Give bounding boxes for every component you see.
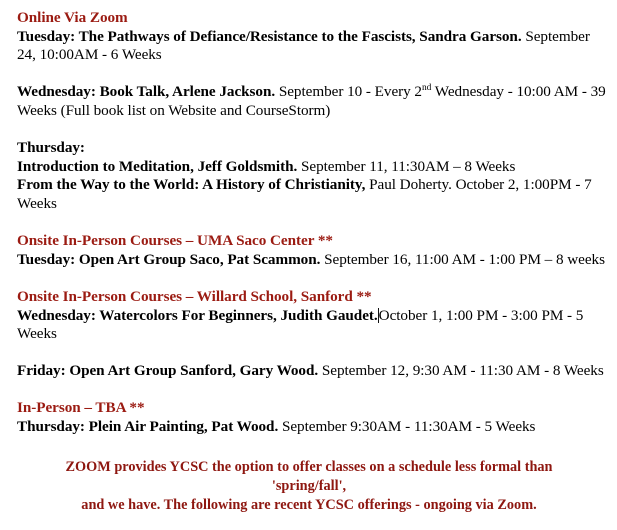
- course-schedule-plein-air-painting: September 9:30AM - 11:30AM - 5 Weeks: [278, 418, 536, 436]
- footer-note-line-2: and we have. The following are recent YCSC offerings - ongoing via Zoom.: [81, 496, 537, 513]
- course-title-book-talk: Wednesday: Book Talk, Arlene Jackson.: [17, 83, 276, 101]
- section-willard-school-sanford: [17, 288, 609, 381]
- course-title-open-art-group-sanford: Friday: Open Art Group Sanford, Gary Wood.: [17, 362, 319, 380]
- course-entry-book-talk: [17, 83, 609, 120]
- section-online-via-zoom: [17, 9, 609, 214]
- ordinal-suffix-superscript: nd: [421, 83, 432, 94]
- course-entry-pathways-of-defiance: [17, 28, 609, 65]
- course-title-pathways-of-defiance: Tuesday: The Pathways of Defiance/Resistance to the Fascists, Sandra Garson.: [17, 27, 522, 45]
- day-label-thursday-text: Thursday:: [17, 139, 85, 157]
- course-entry-open-art-group-saco: [17, 251, 609, 270]
- course-entry-history-of-christianity: [17, 176, 609, 213]
- course-entry-plein-air-painting: [17, 418, 609, 437]
- section-spacer: [17, 269, 609, 288]
- course-entry-watercolors-for-beginners: [17, 307, 609, 344]
- course-schedule-open-art-group-sanford: September 12, 9:30 AM - 11:30 AM - 8 Weeks: [318, 362, 604, 380]
- course-title-introduction-to-meditation: Introduction to Meditation, Jeff Goldsmith.: [17, 157, 298, 175]
- day-label-thursday: [17, 139, 609, 158]
- course-schedule-book-talk-pre: September 10 - Every 2: [275, 83, 422, 101]
- section-in-person-tba: [17, 399, 609, 436]
- section-uma-saco-center: [17, 232, 609, 269]
- paragraph-spacer: [17, 344, 609, 363]
- paragraph-spacer: [17, 121, 609, 140]
- course-schedule-open-art-group-saco: September 16, 11:00 AM - 1:00 PM – 8 weeks: [320, 250, 605, 268]
- course-schedule-introduction-to-meditation: September 11, 11:30AM – 8 Weeks: [297, 157, 516, 175]
- paragraph-spacer: [17, 65, 609, 84]
- section-heading-in-person-tba: In-Person – TBA **: [17, 399, 145, 417]
- course-title-open-art-group-saco: Tuesday: Open Art Group Saco, Pat Scammon.: [17, 250, 321, 268]
- course-entry-introduction-to-meditation: [17, 158, 609, 177]
- course-title-history-of-christianity: From the Way to the World: A History of Christianity,: [17, 176, 366, 194]
- course-schedule-watercolors-for-beginners: October 1, 1:00 PM - 3:00 PM - 5 Weeks: [17, 306, 584, 343]
- section-heading-uma-saco-center: Onsite In-Person Courses – UMA Saco Center **: [17, 232, 333, 250]
- footer-note-line-1: ZOOM provides YCSC the option to offer classes on a schedule less formal than 'spring/fall',: [65, 458, 553, 494]
- section-spacer: [17, 214, 609, 233]
- section-heading-willard-school-sanford: Onsite In-Person Courses – Willard School, Sanford **: [17, 287, 372, 305]
- course-schedule-pathways-of-defiance: September 24, 10:00AM - 6 Weeks: [17, 27, 590, 64]
- section-heading-online-via-zoom: Online Via Zoom: [17, 9, 128, 26]
- footer-note: [17, 458, 609, 515]
- course-schedule-history-of-christianity: Paul Doherty. October 2, 1:00PM - 7 Weeks: [17, 176, 592, 212]
- course-title-watercolors-for-beginners: Wednesday: Watercolors For Beginners, Judith Gaudet.: [17, 306, 378, 324]
- course-entry-open-art-group-sanford: [17, 362, 609, 381]
- course-title-plein-air-painting: Thursday: Plein Air Painting, Pat Wood.: [17, 418, 279, 436]
- section-spacer: [17, 381, 609, 400]
- course-schedule-book-talk-post: Wednesday - 10:00 AM - 39 Weeks (Full book list on Website and CourseStorm): [17, 83, 606, 119]
